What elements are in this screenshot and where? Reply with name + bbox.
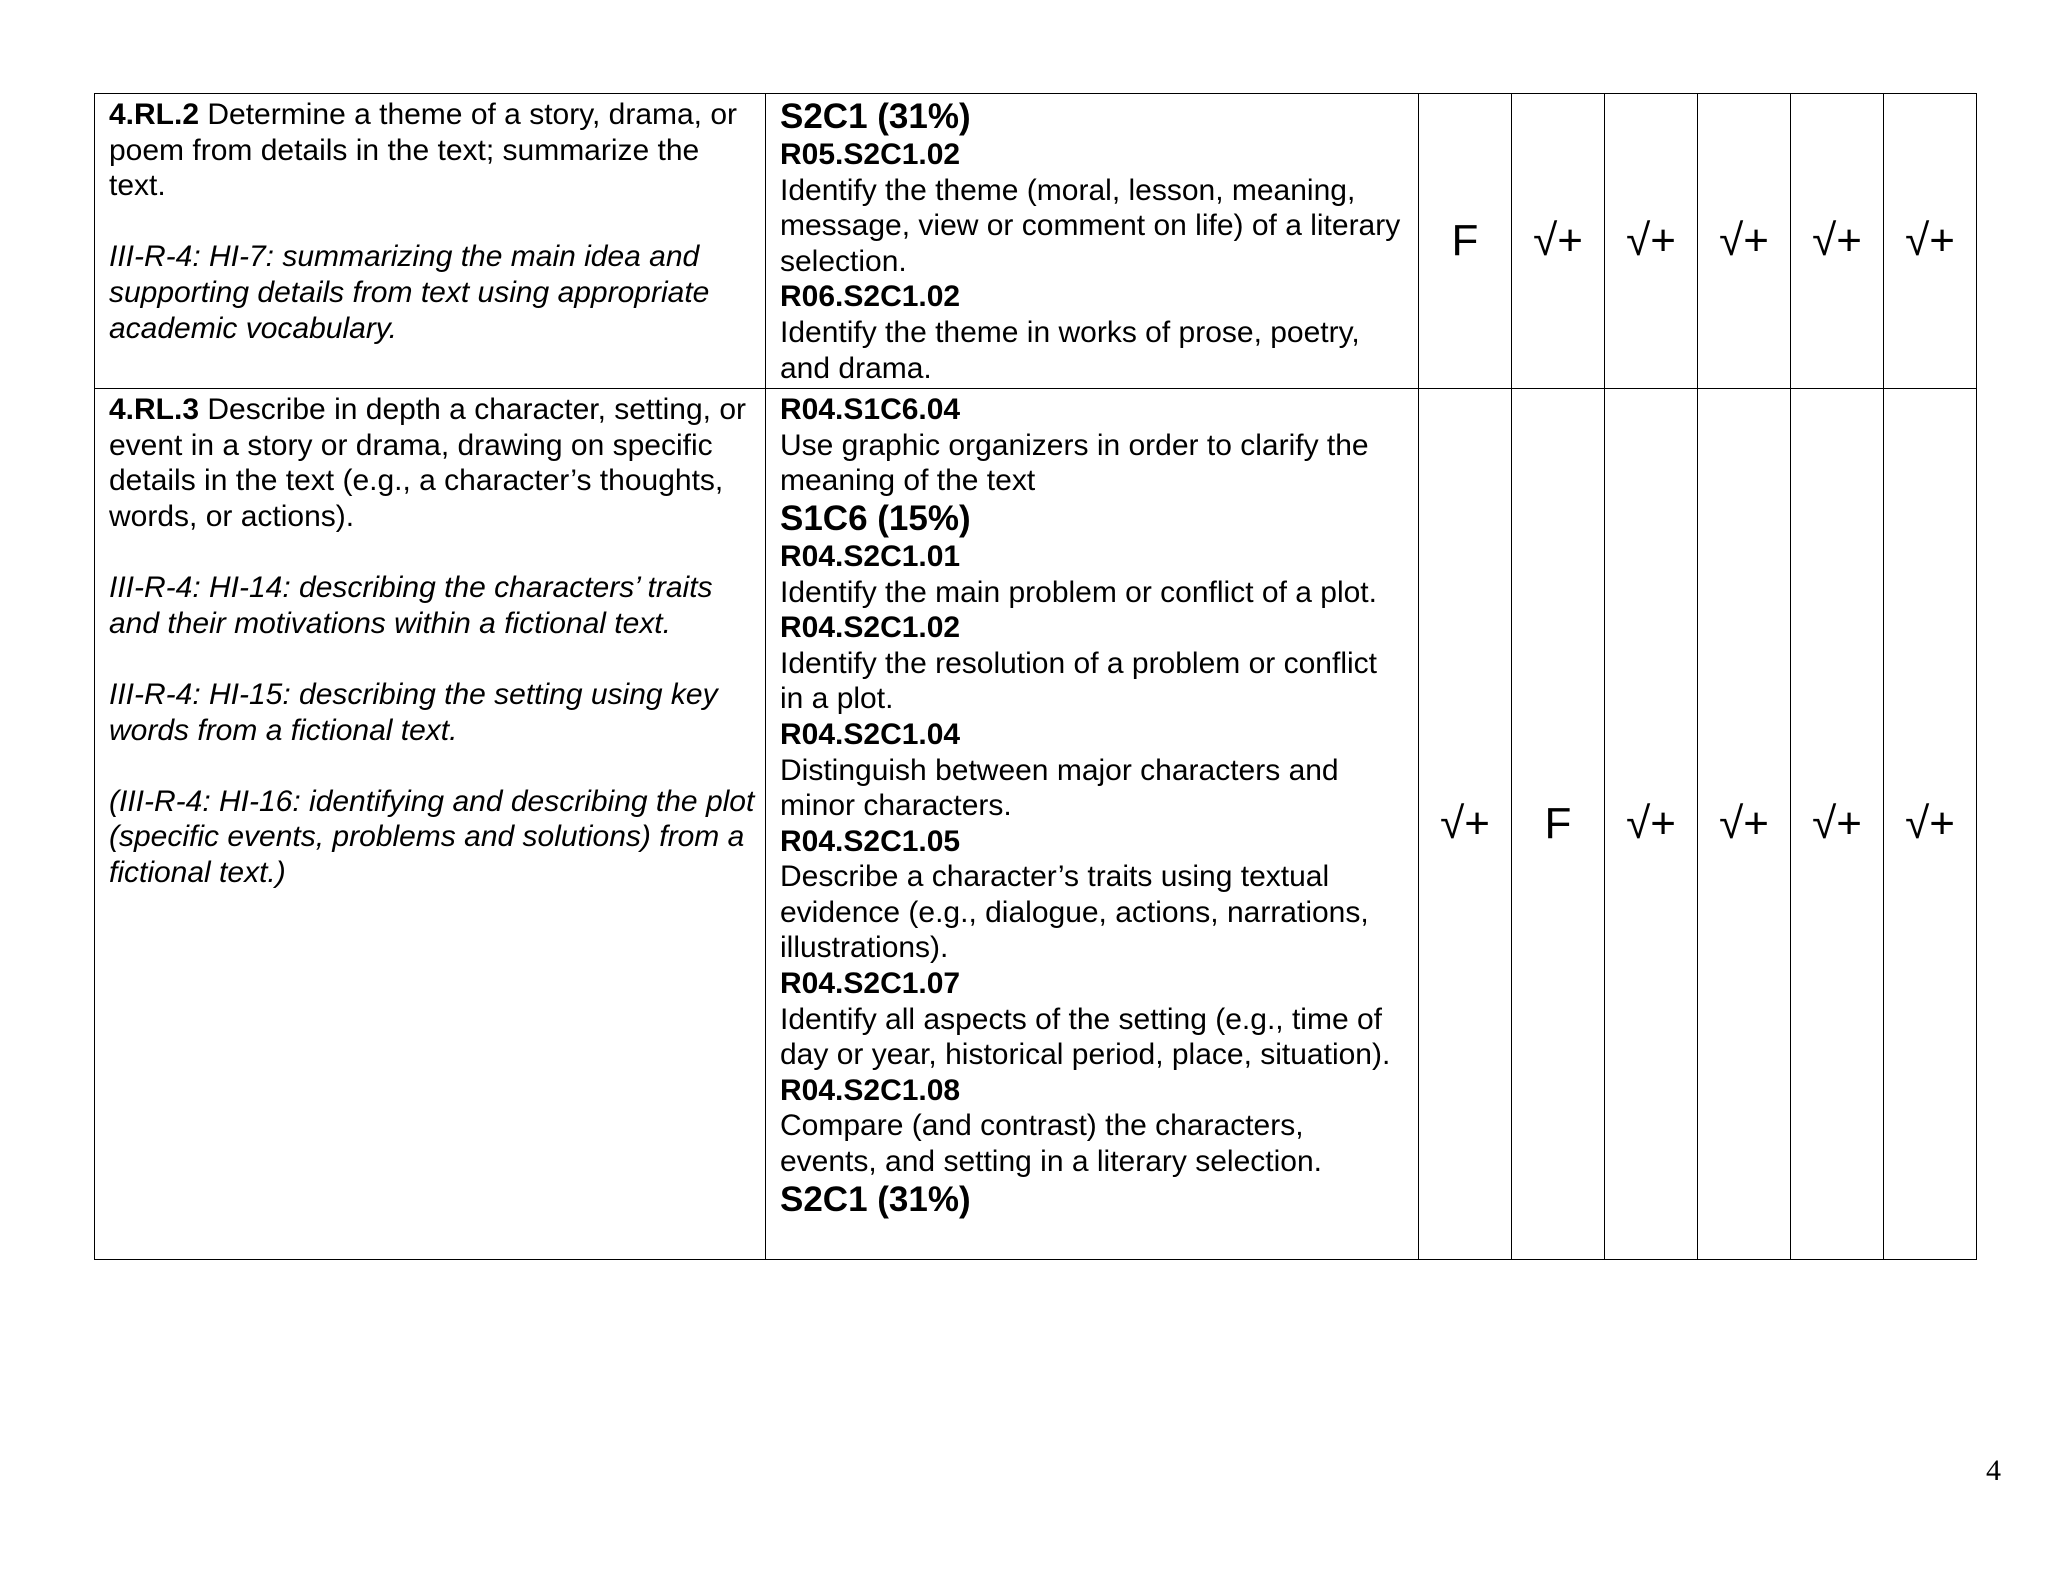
page-number: 4 [1986, 1454, 2001, 1487]
objective-text: Identify the resolution of a problem or conflict in a plot. [780, 646, 1377, 716]
mark-cell: √+ [1791, 94, 1884, 389]
objective-text: Identify the main problem or conflict of a plot. [780, 575, 1377, 609]
mark-cell: √+ [1419, 389, 1512, 1260]
table-row [95, 94, 1977, 389]
objective-text: Identify all aspects of the setting (e.g., time of day or year, historical period, place, situation). [780, 1002, 1391, 1072]
objective-text: Compare (and contrast) the characters, events, and setting in a literary selection. [780, 1109, 1322, 1179]
standard-text: Determine a theme of a story, drama, or poem from details in the text; summarize the text. [109, 98, 738, 203]
objective-text: Distinguish between major characters and minor characters. [780, 753, 1339, 823]
objectives-cell [766, 389, 1419, 1260]
strand-label: S2C1 (31%) [780, 1179, 971, 1219]
objective-text: Identify the theme in works of prose, poetry, and drama. [780, 315, 1360, 385]
strand-label: S1C6 (15%) [780, 498, 971, 538]
mark-cell: F [1512, 389, 1605, 1260]
mark-cell: √+ [1512, 94, 1605, 389]
strand-label: S2C1 (31%) [780, 97, 971, 136]
objective-code: R04.S2C1.01 [780, 539, 961, 573]
objective-code: R04.S1C6.04 [780, 393, 961, 427]
objectives-cell [766, 94, 1419, 389]
standard-code: 4.RL.3 [109, 393, 200, 427]
mark-cell: √+ [1791, 389, 1884, 1260]
standard-cell [95, 389, 766, 1260]
mark-cell: F [1419, 94, 1512, 389]
mark-cell: √+ [1698, 389, 1791, 1260]
objective-text: Use graphic organizers in order to clarify the meaning of the text [780, 428, 1369, 498]
standard-note: III-R-4: HI-14: describing the characters’ traits and their motivations within a fictional text. [109, 571, 713, 640]
mark-cell: √+ [1605, 389, 1698, 1260]
standard-text: Describe in depth a character, setting, or event in a story or drama, drawing on specific details in the text (e.g., a character’s thoughts, words, or actions). [109, 393, 746, 533]
mark-cell: √+ [1698, 94, 1791, 389]
objective-code: R04.S2C1.04 [780, 717, 961, 751]
objective-code: R04.S2C1.07 [780, 967, 961, 1001]
standard-cell [95, 94, 766, 389]
standard-code: 4.RL.2 [109, 98, 200, 131]
standard-note: III-R-4: HI-15: describing the setting using key words from a fictional text. [109, 677, 718, 747]
table-row [95, 389, 1977, 1260]
objective-code: R06.S2C1.02 [780, 280, 961, 314]
objective-code: R04.S2C1.02 [780, 611, 961, 645]
objective-text: Identify the theme (moral, lesson, meaning, message, view or comment on life) of a literary selection. [780, 173, 1401, 278]
standard-note: (III-R-4: HI-16: identifying and describing the plot (specific events, problems and solutions) from a fictional text.) [109, 784, 755, 889]
standard-note: III-R-4: HI-7: summarizing the main idea and supporting details from text using appropriate academic vocabulary. [109, 240, 710, 345]
objective-code: R04.S2C1.05 [780, 824, 961, 858]
objective-code: R04.S2C1.08 [780, 1073, 961, 1107]
objective-text: Describe a character’s traits using textual evidence (e.g., dialogue, actions, narrations, illustrations). [780, 860, 1369, 965]
mark-cell: √+ [1605, 94, 1698, 389]
mark-cell: √+ [1884, 94, 1977, 389]
mark-cell: √+ [1884, 389, 1977, 1260]
standards-table [94, 93, 1977, 1260]
objective-code: R05.S2C1.02 [780, 138, 961, 171]
